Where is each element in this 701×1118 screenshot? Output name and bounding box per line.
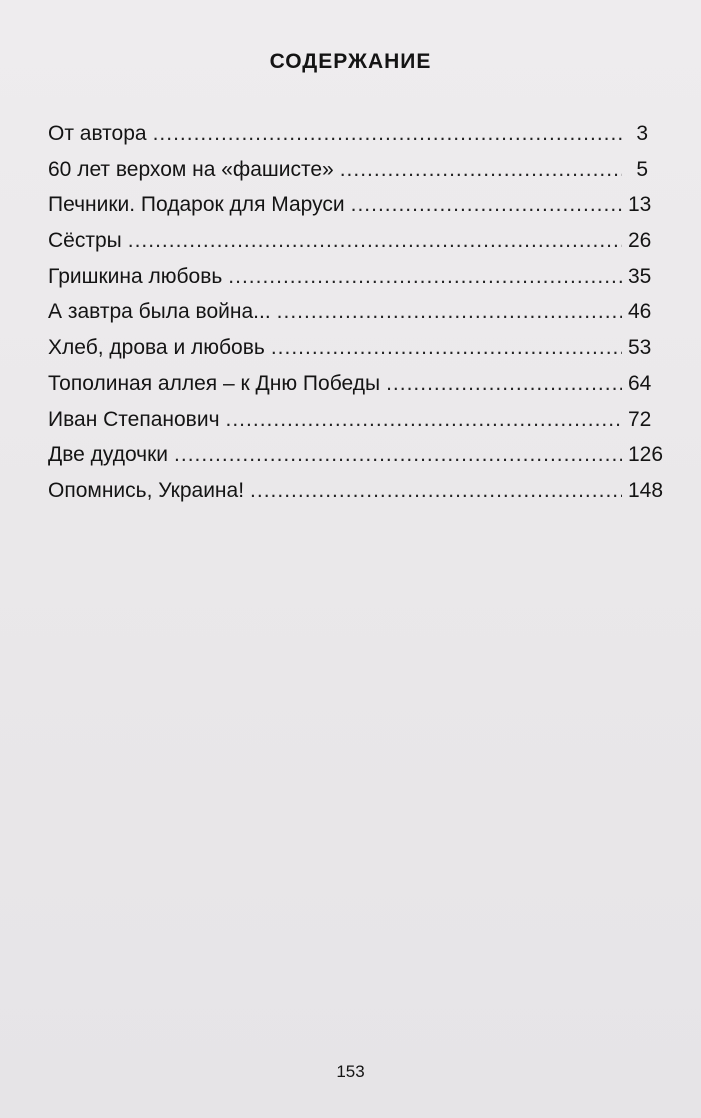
toc-entry-title: А завтра была война... <box>48 300 271 324</box>
toc-entry-page: 3 <box>636 122 648 145</box>
toc-entry <box>48 478 664 515</box>
toc-entry-title: От автора <box>48 122 147 145</box>
toc-entry-page: 5 <box>636 157 648 181</box>
toc-entry-title: Опомнись, Украина! <box>48 478 245 502</box>
toc-entry <box>48 371 652 408</box>
toc-entry-title: Сёстры <box>48 229 122 253</box>
dot-leader <box>277 300 622 324</box>
toc-entry-title: Две дудочки <box>48 443 169 467</box>
toc-entry-page: 72 <box>628 407 652 431</box>
contents-heading: СОДЕРЖАНИЕ <box>269 50 432 73</box>
dot-leader <box>228 265 622 289</box>
table-of-contents <box>48 122 664 515</box>
toc-entry-page: 53 <box>628 336 652 360</box>
toc-entry-title: Тополиная аллея – к Дню Победы <box>48 371 381 395</box>
dot-leader <box>386 372 622 396</box>
toc-entry <box>48 264 652 301</box>
toc-entry-title: 60 лет верхом на «фашисте» <box>48 157 334 181</box>
toc-entry <box>48 158 648 194</box>
dot-leader <box>128 229 622 253</box>
page-number: 153 <box>336 1062 365 1081</box>
toc-entry-title: Гришкина любовь <box>48 264 223 288</box>
dot-leader <box>340 158 622 182</box>
dot-leader <box>351 193 622 217</box>
toc-entry-page: 148 <box>628 478 664 502</box>
toc-entry-page: 26 <box>628 229 652 253</box>
toc-entry <box>48 193 652 229</box>
toc-entry-page: 126 <box>628 443 664 467</box>
toc-entry <box>48 300 652 336</box>
dot-leader <box>250 479 622 503</box>
toc-entry-page: 64 <box>628 371 652 395</box>
toc-entry-page: 46 <box>628 300 652 324</box>
toc-entry <box>48 336 652 372</box>
toc-entry-title: Печники. Подарок для Маруси <box>48 193 345 217</box>
dot-leader <box>226 408 622 432</box>
toc-entry-page: 35 <box>628 264 652 288</box>
dot-leader <box>174 443 622 467</box>
toc-entry <box>48 122 648 158</box>
toc-entry <box>48 229 652 265</box>
toc-entry <box>48 407 652 444</box>
toc-entry-title: Иван Степанович <box>48 407 220 431</box>
toc-entry <box>48 443 664 479</box>
toc-entry-title: Хлеб, дрова и любовь <box>48 336 265 360</box>
dot-leader <box>271 336 622 360</box>
toc-entry-page: 13 <box>628 193 652 217</box>
dot-leader <box>153 122 622 146</box>
